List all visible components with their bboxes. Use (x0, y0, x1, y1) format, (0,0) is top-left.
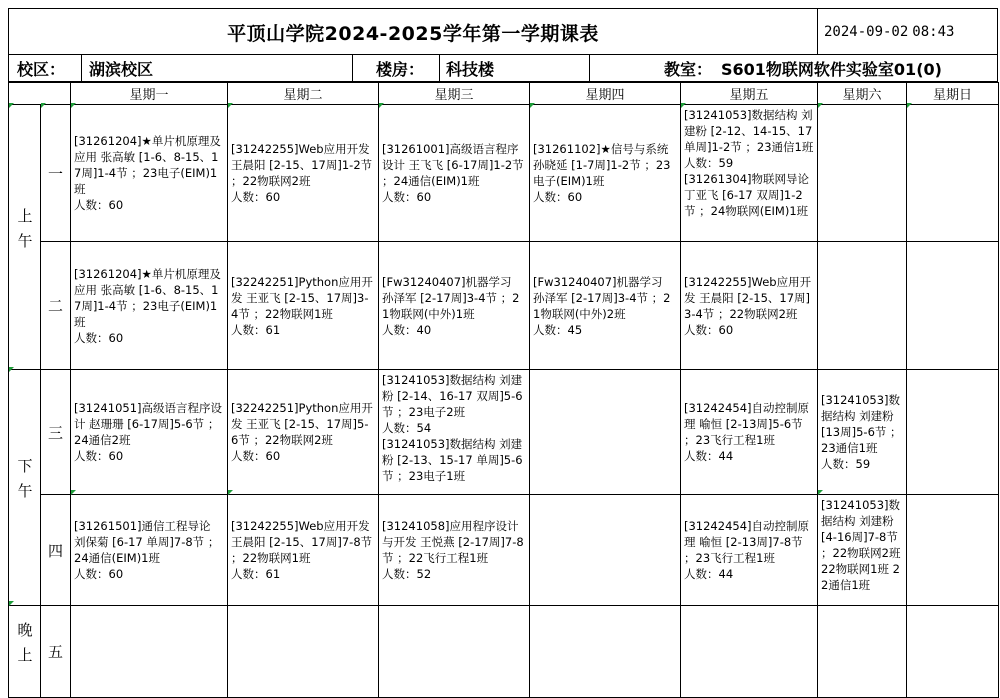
print-time: 08:43 (912, 24, 955, 40)
course-count: 人数：60 (74, 198, 124, 212)
day-header-mon: 星期一 (71, 83, 228, 105)
course-card (530, 272, 680, 340)
course-card (228, 398, 378, 466)
cell-p5-fri[interactable] (681, 606, 818, 698)
course-count: 人数：44 (684, 567, 734, 581)
period-row-4 (9, 495, 999, 606)
comment-marker (681, 103, 686, 108)
comment-marker (9, 103, 14, 108)
cell-p2-sun[interactable] (907, 242, 999, 370)
day-header-sat: 星期六 (818, 83, 907, 105)
course-card (681, 398, 817, 466)
course-count: 人数：60 (684, 322, 734, 337)
course-info: [31242255]Web应用开发 王晨阳 [2-15、17周]1-2节 ；22物联网2班 (231, 142, 373, 188)
period-label-1: 一 (41, 105, 71, 242)
course-info-2: [31261304]物联网导论 丁亚飞 [6-17 双周]1-2节 ；24物联网(EIM)1班 (684, 172, 810, 218)
course-card (530, 139, 680, 207)
course-info: [31241053]数据结构 刘建粉 [2-14、16-17 双周]5-6节 ；23电子2班 (382, 373, 523, 419)
cell-p5-wed[interactable] (379, 606, 530, 698)
course-info: [31241053]数据结构 刘建粉 [4-16周]7-8节 ；22物联网2班 22物联网1班 22通信1班 (821, 498, 901, 592)
print-date: 2024-09-02 (824, 24, 909, 40)
cell-p4-fri[interactable] (681, 495, 818, 606)
day-header-tue: 星期二 (228, 83, 379, 105)
course-info: [31242454]自动控制原理 喻恒 [2-13周]5-6节 ；23飞行工程1班 (684, 401, 810, 447)
half-label-afternoon (9, 370, 41, 606)
course-info: [Fw31240407]机器学习 孙泽军 [2-17周]3-4节 ；21物联网(中外)1班 (382, 274, 520, 321)
campus-label: 校区： (17, 59, 66, 79)
course-count: 人数：54 (382, 421, 432, 435)
comment-marker (907, 103, 912, 108)
cell-p3-mon[interactable] (71, 370, 228, 495)
course-count: 人数：52 (382, 567, 432, 581)
period-row-2 (9, 242, 999, 370)
cell-p3-thu[interactable] (530, 370, 681, 495)
period-row-3 (9, 370, 999, 495)
corner-cell (9, 83, 71, 105)
cell-p3-sat[interactable] (818, 370, 907, 495)
day-header-thu: 星期四 (530, 83, 681, 105)
course-count: 人数：59 (821, 457, 871, 471)
morning-text: 上午 (15, 207, 34, 258)
course-count: 人数：60 (231, 190, 281, 204)
course-count: 人数：44 (684, 449, 734, 463)
campus-value: 湖滨校区 (89, 59, 154, 79)
course-card (681, 105, 817, 241)
course-info: [31261204]★单片机原理及应用 张高敏 [1-6、8-15、17周]1-4节 ；23电子(EIM)1班 (74, 134, 221, 196)
course-card (228, 516, 378, 584)
course-card (71, 131, 227, 215)
comment-marker (818, 490, 823, 495)
period-row-1 (9, 105, 999, 242)
cell-p1-sun[interactable] (907, 105, 999, 242)
course-card (818, 390, 906, 474)
cell-p2-sat[interactable] (818, 242, 907, 370)
course-count: 人数：61 (231, 567, 281, 581)
cell-p2-tue[interactable] (228, 242, 379, 370)
course-info: [32242251]Python应用开发 王亚飞 [2-15、17周]5-6节 ；22物联网2班 (231, 401, 373, 447)
building-value: 科技楼 (446, 59, 495, 79)
comment-marker (228, 490, 233, 495)
course-card (71, 398, 227, 466)
cell-p2-thu[interactable] (530, 242, 681, 370)
day-header-sun: 星期日 (907, 83, 999, 105)
course-count: 人数：45 (533, 322, 583, 337)
half-label-evening (9, 606, 41, 698)
cell-p3-sun[interactable] (907, 370, 999, 495)
course-card (379, 272, 529, 340)
room-label: 教室： (664, 59, 713, 79)
course-info: [31261001]高级语言程序设计 王飞飞 [6-17周]1-2节 ；24通信(EIM)1班 (382, 142, 524, 188)
course-card (379, 370, 529, 494)
cell-p2-wed[interactable] (379, 242, 530, 370)
course-info: [31242454]自动控制原理 喻恒 [2-13周]7-8节 ；23飞行工程1班 (684, 519, 810, 565)
course-card (379, 516, 529, 584)
course-card (818, 495, 906, 605)
comment-marker (228, 103, 233, 108)
cell-p4-wed[interactable] (379, 495, 530, 606)
course-info: [31261501]通信工程导论 刘保菊 [6-17 单周]7-8节 ；24通信(EIM)1班 (74, 519, 220, 565)
cell-p5-tue[interactable] (228, 606, 379, 698)
course-count: 人数：60 (533, 190, 583, 204)
course-count: 人数：59 (684, 156, 734, 170)
course-info: [31241051]高级语言程序设计 赵珊珊 [6-17周]5-6节 ；24通信2班 (74, 401, 223, 447)
building-label: 楼房： (376, 59, 425, 79)
course-count: 人数：60 (382, 190, 432, 204)
cell-p4-tue[interactable] (228, 495, 379, 606)
comment-marker (9, 367, 14, 372)
period-row-5 (9, 606, 999, 698)
course-count: 人数：61 (231, 322, 281, 337)
course-card (71, 516, 227, 584)
cell-p1-fri[interactable] (681, 105, 818, 242)
day-header-row (9, 83, 999, 105)
period-label-2: 二 (41, 242, 71, 370)
comment-marker (71, 103, 76, 108)
course-card (681, 516, 817, 584)
course-count: 人数：60 (74, 330, 124, 345)
cell-p3-wed[interactable] (379, 370, 530, 495)
course-card (379, 139, 529, 207)
course-info: [31241053]数据结构 刘建粉 [13周]5-6节 ；23通信1班 (821, 393, 902, 455)
cell-p4-mon[interactable] (71, 495, 228, 606)
cell-p5-sun[interactable] (907, 606, 999, 698)
cell-p5-thu[interactable] (530, 606, 681, 698)
course-info: [31242255]Web应用开发 王晨阳 [2-15、17周]7-8节 ；22物联网1班 (231, 519, 373, 565)
period-label-4: 四 (41, 495, 71, 606)
cell-p4-sat[interactable] (818, 495, 907, 606)
course-count: 人数：60 (231, 449, 281, 463)
cell-p3-fri[interactable] (681, 370, 818, 495)
period-label-3: 三 (41, 370, 71, 495)
course-count: 人数：40 (382, 322, 432, 337)
info-row (8, 54, 998, 82)
cell-p2-mon[interactable] (71, 242, 228, 370)
course-info: [Fw31240407]机器学习 孙泽军 [2-17周]3-4节 ；21物联网(中外)2班 (533, 274, 671, 321)
title-row (8, 8, 998, 54)
course-card (228, 272, 378, 340)
half-label-morning (9, 105, 41, 370)
cell-p1-wed[interactable] (379, 105, 530, 242)
comment-marker (379, 103, 384, 108)
course-info-2: [31241053]数据结构 刘建粉 [2-13、15-17 单周]5-6节 ；23电子1班 (382, 437, 523, 483)
comment-marker (71, 490, 76, 495)
comment-marker (9, 601, 14, 606)
cell-p4-sun[interactable] (907, 495, 999, 606)
evening-text: 晚上 (15, 622, 34, 672)
course-info: [31241058]应用程序设计与开发 王悦燕 [2-17周]7-8节 ；22飞行工程1班 (382, 519, 524, 565)
cell-p5-sat[interactable] (818, 606, 907, 698)
comment-marker (41, 103, 46, 108)
cell-p2-fri[interactable] (681, 242, 818, 370)
day-header-wed: 星期三 (379, 83, 530, 105)
course-info: [31261102]★信号与系统 孙晓延 [1-7周]1-2节 ；23电子(EIM)1班 (533, 142, 671, 188)
cell-p5-mon[interactable] (71, 606, 228, 698)
comment-marker (530, 103, 535, 108)
day-header-fri: 星期五 (681, 83, 818, 105)
timetable-grid (8, 82, 999, 698)
cell-p1-sat[interactable] (818, 105, 907, 242)
cell-p4-thu[interactable] (530, 495, 681, 606)
course-count: 人数：60 (74, 567, 124, 581)
print-datetime (817, 9, 999, 55)
course-count: 人数：60 (74, 449, 124, 463)
period-label-5: 五 (41, 606, 71, 698)
course-info: [31242255]Web应用开发 王晨阳 [2-15、17周]3-4节 ；22物联网2班 (684, 274, 812, 321)
page-title: 平顶山学院2024-2025学年第一学期课表 (227, 22, 599, 45)
cell-p1-mon[interactable] (71, 105, 228, 242)
course-info: [32242251]Python应用开发 王亚飞 [2-15、17周]3-4节 ；22物联网1班 (231, 274, 373, 321)
afternoon-text: 下午 (15, 458, 34, 508)
course-card (71, 264, 227, 348)
cell-p3-tue[interactable] (228, 370, 379, 495)
course-info: [31241053]数据结构 刘建粉 [2-12、14-15、17 单周]1-2节 ；23通信1班 (684, 108, 814, 154)
course-info: [31261204]★单片机原理及应用 张高敏 [1-6、8-15、17周]1-4节 ；23电子(EIM)1班 (74, 266, 221, 329)
room-value: S601物联网软件实验室01(0) (721, 59, 942, 79)
course-card (228, 139, 378, 207)
course-card (681, 272, 817, 340)
comment-marker (818, 103, 823, 108)
cell-p1-tue[interactable] (228, 105, 379, 242)
cell-p1-thu[interactable] (530, 105, 681, 242)
